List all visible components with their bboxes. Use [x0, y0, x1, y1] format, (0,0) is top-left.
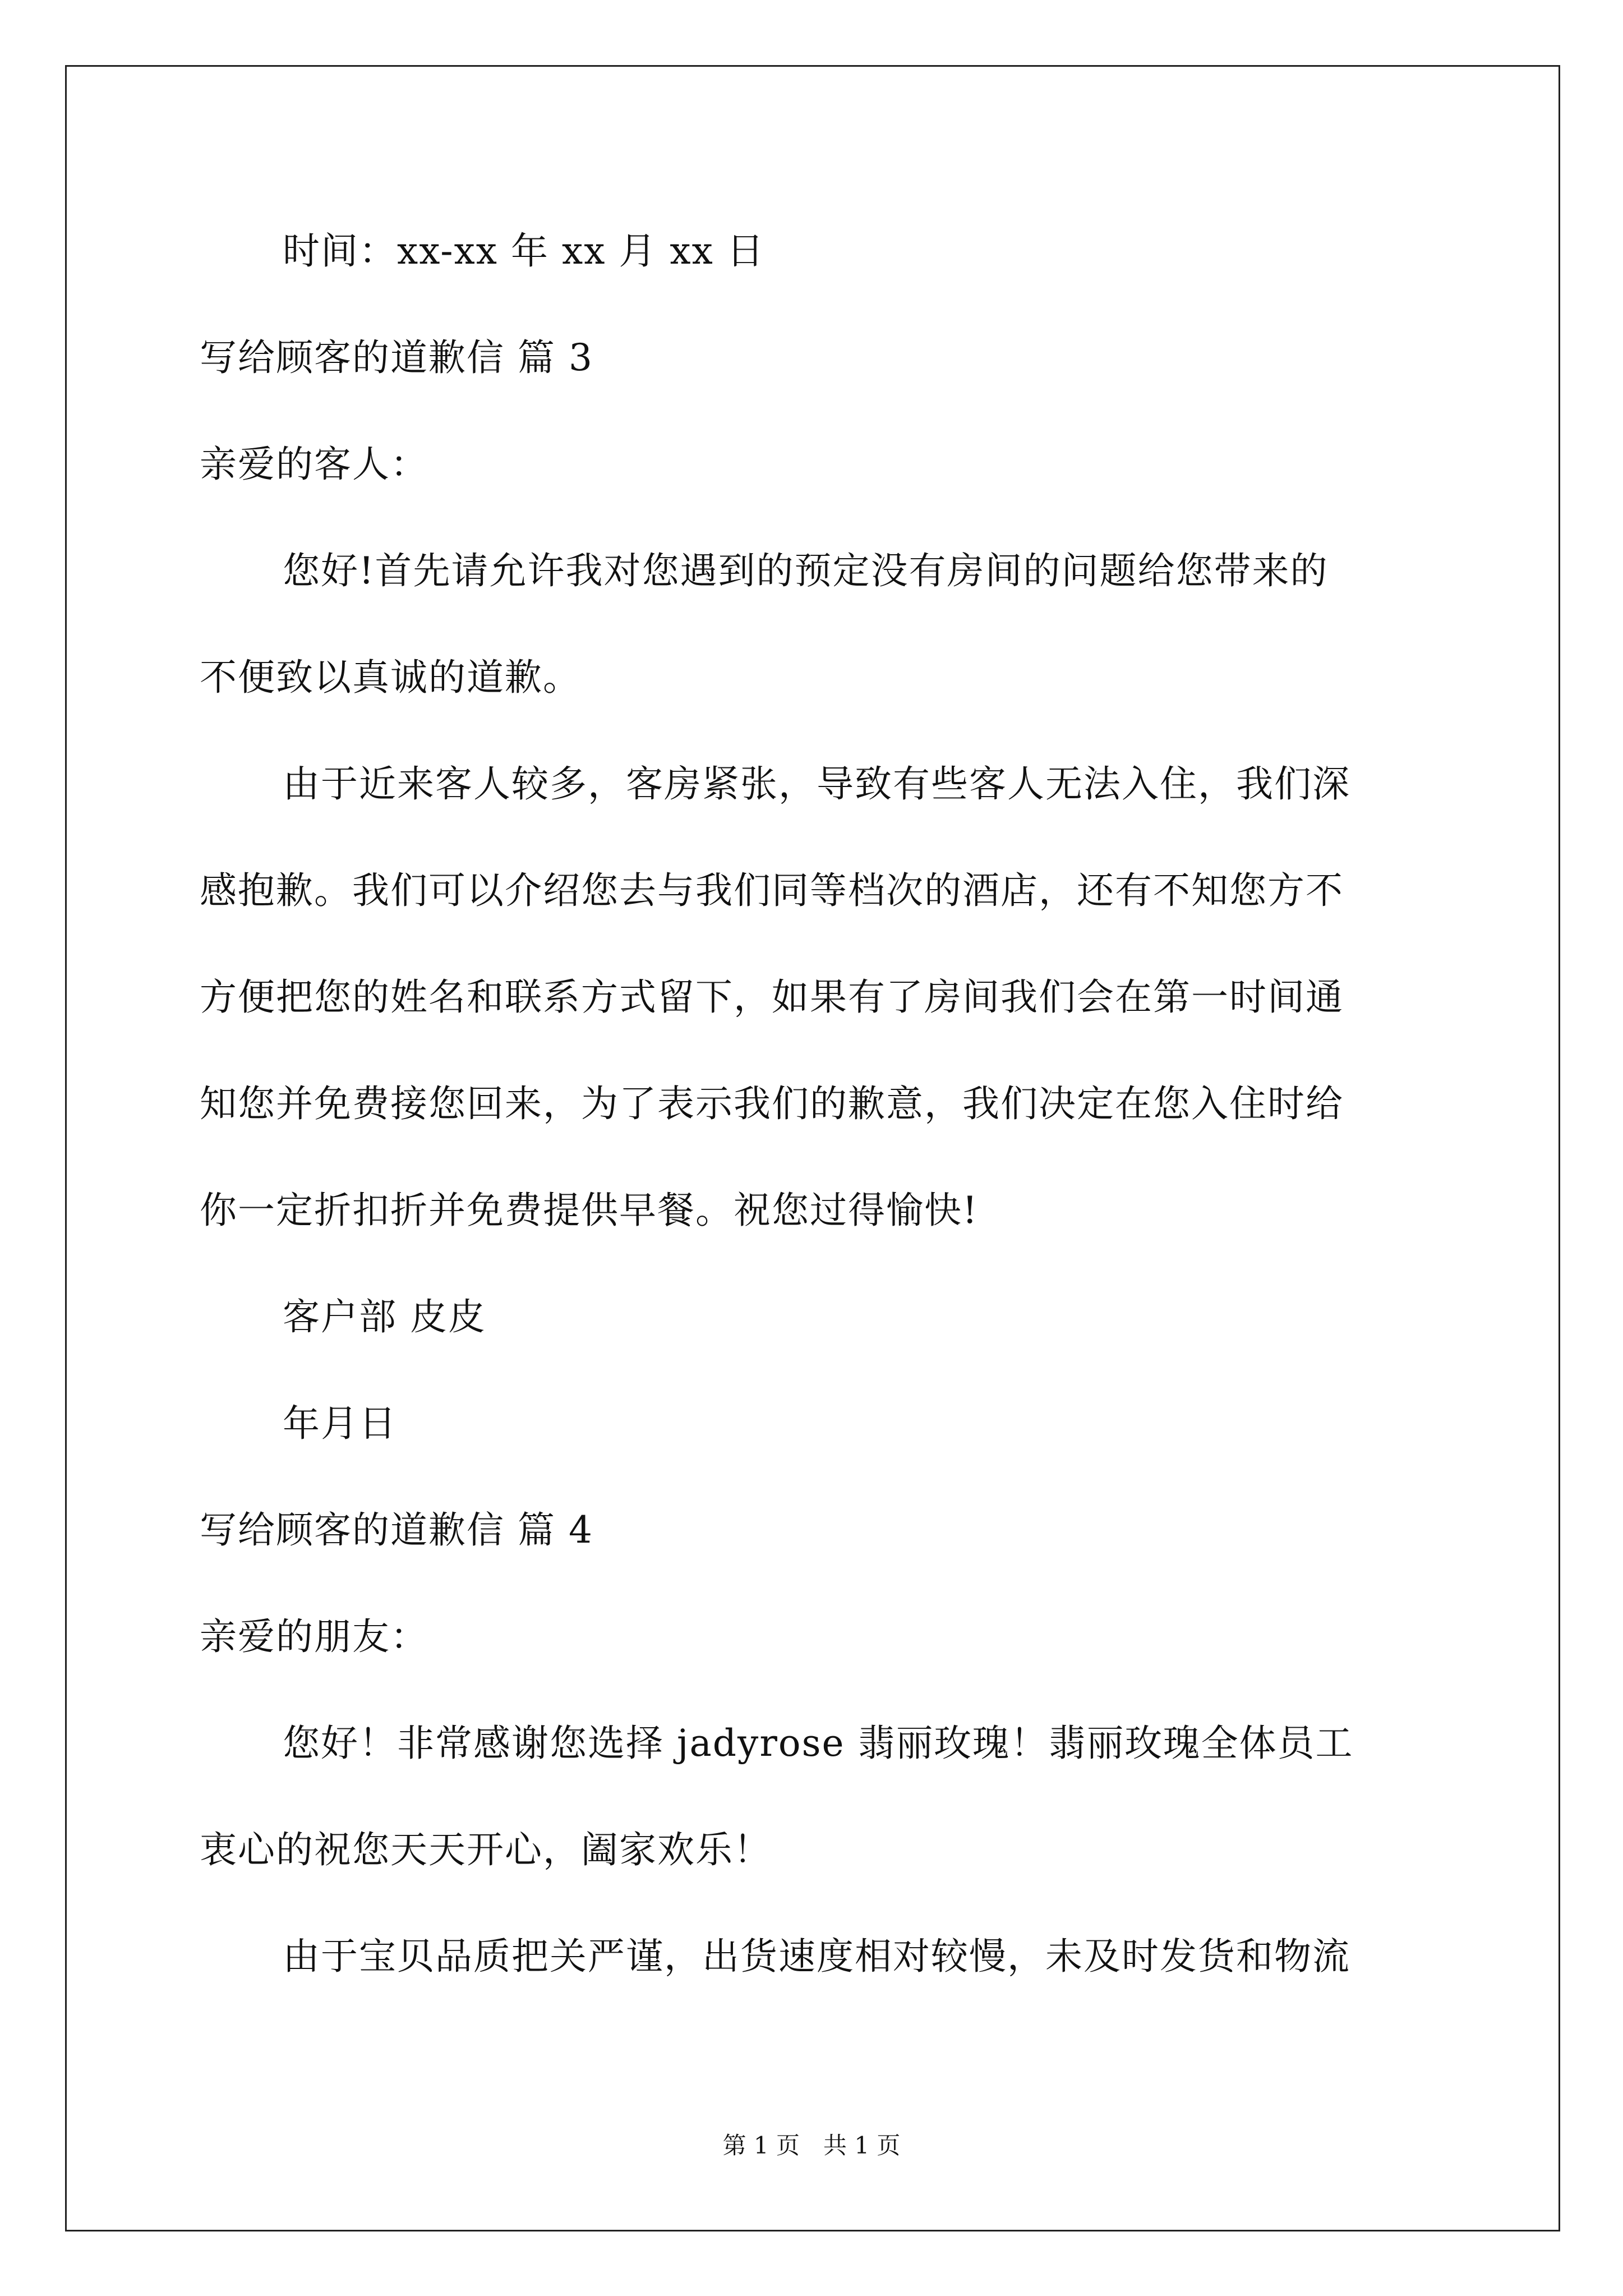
paragraph-line: 感抱歉。我们可以介绍您去与我们同等档次的酒店，还有不知您方不 [200, 869, 1344, 912]
date-line: 时间：xx-xx 年 xx 月 xx 日 [283, 229, 765, 273]
paragraph-line: 不便致以真诚的道歉。 [200, 656, 581, 699]
page-border [65, 65, 1560, 2231]
page-number-footer: 第 1 页 共 1 页 [722, 2132, 901, 2159]
paragraph-line: 由于宝贝品质把关严谨，出货速度相对较慢，未及时发货和物流 [283, 1935, 1350, 1978]
section-heading-3: 写给顾客的道歉信 篇 3 [200, 336, 593, 379]
paragraph-line: 由于近来客人较多，客房紧张，导致有些客人无法入住，我们深 [283, 762, 1350, 806]
paragraph-line: 知您并免费接您回来，为了表示我们的歉意，我们决定在您入住时给 [200, 1082, 1344, 1125]
section-heading-4: 写给顾客的道歉信 篇 4 [200, 1508, 593, 1552]
paragraph-line: 衷心的祝您天天开心，阖家欢乐！ [200, 1828, 772, 1871]
salutation-3: 亲爱的客人： [200, 443, 428, 486]
paragraph-line: 你一定折扣折并免费提供早餐。祝您过得愉快! [200, 1189, 979, 1232]
paragraph-line: 方便把您的姓名和联系方式留下，如果有了房间我们会在第一时间通 [200, 976, 1344, 1019]
date-line: 年月日 [283, 1402, 397, 1445]
paragraph-line: 您好！非常感谢您选择 jadyrose 翡丽玫瑰！翡丽玫瑰全体员工 [283, 1722, 1354, 1765]
signature-line: 客户部 皮皮 [283, 1295, 486, 1338]
salutation-4: 亲爱的朋友： [200, 1615, 428, 1658]
paragraph-line: 您好!首先请允许我对您遇到的预定没有房间的问题给您带来的 [283, 549, 1329, 592]
